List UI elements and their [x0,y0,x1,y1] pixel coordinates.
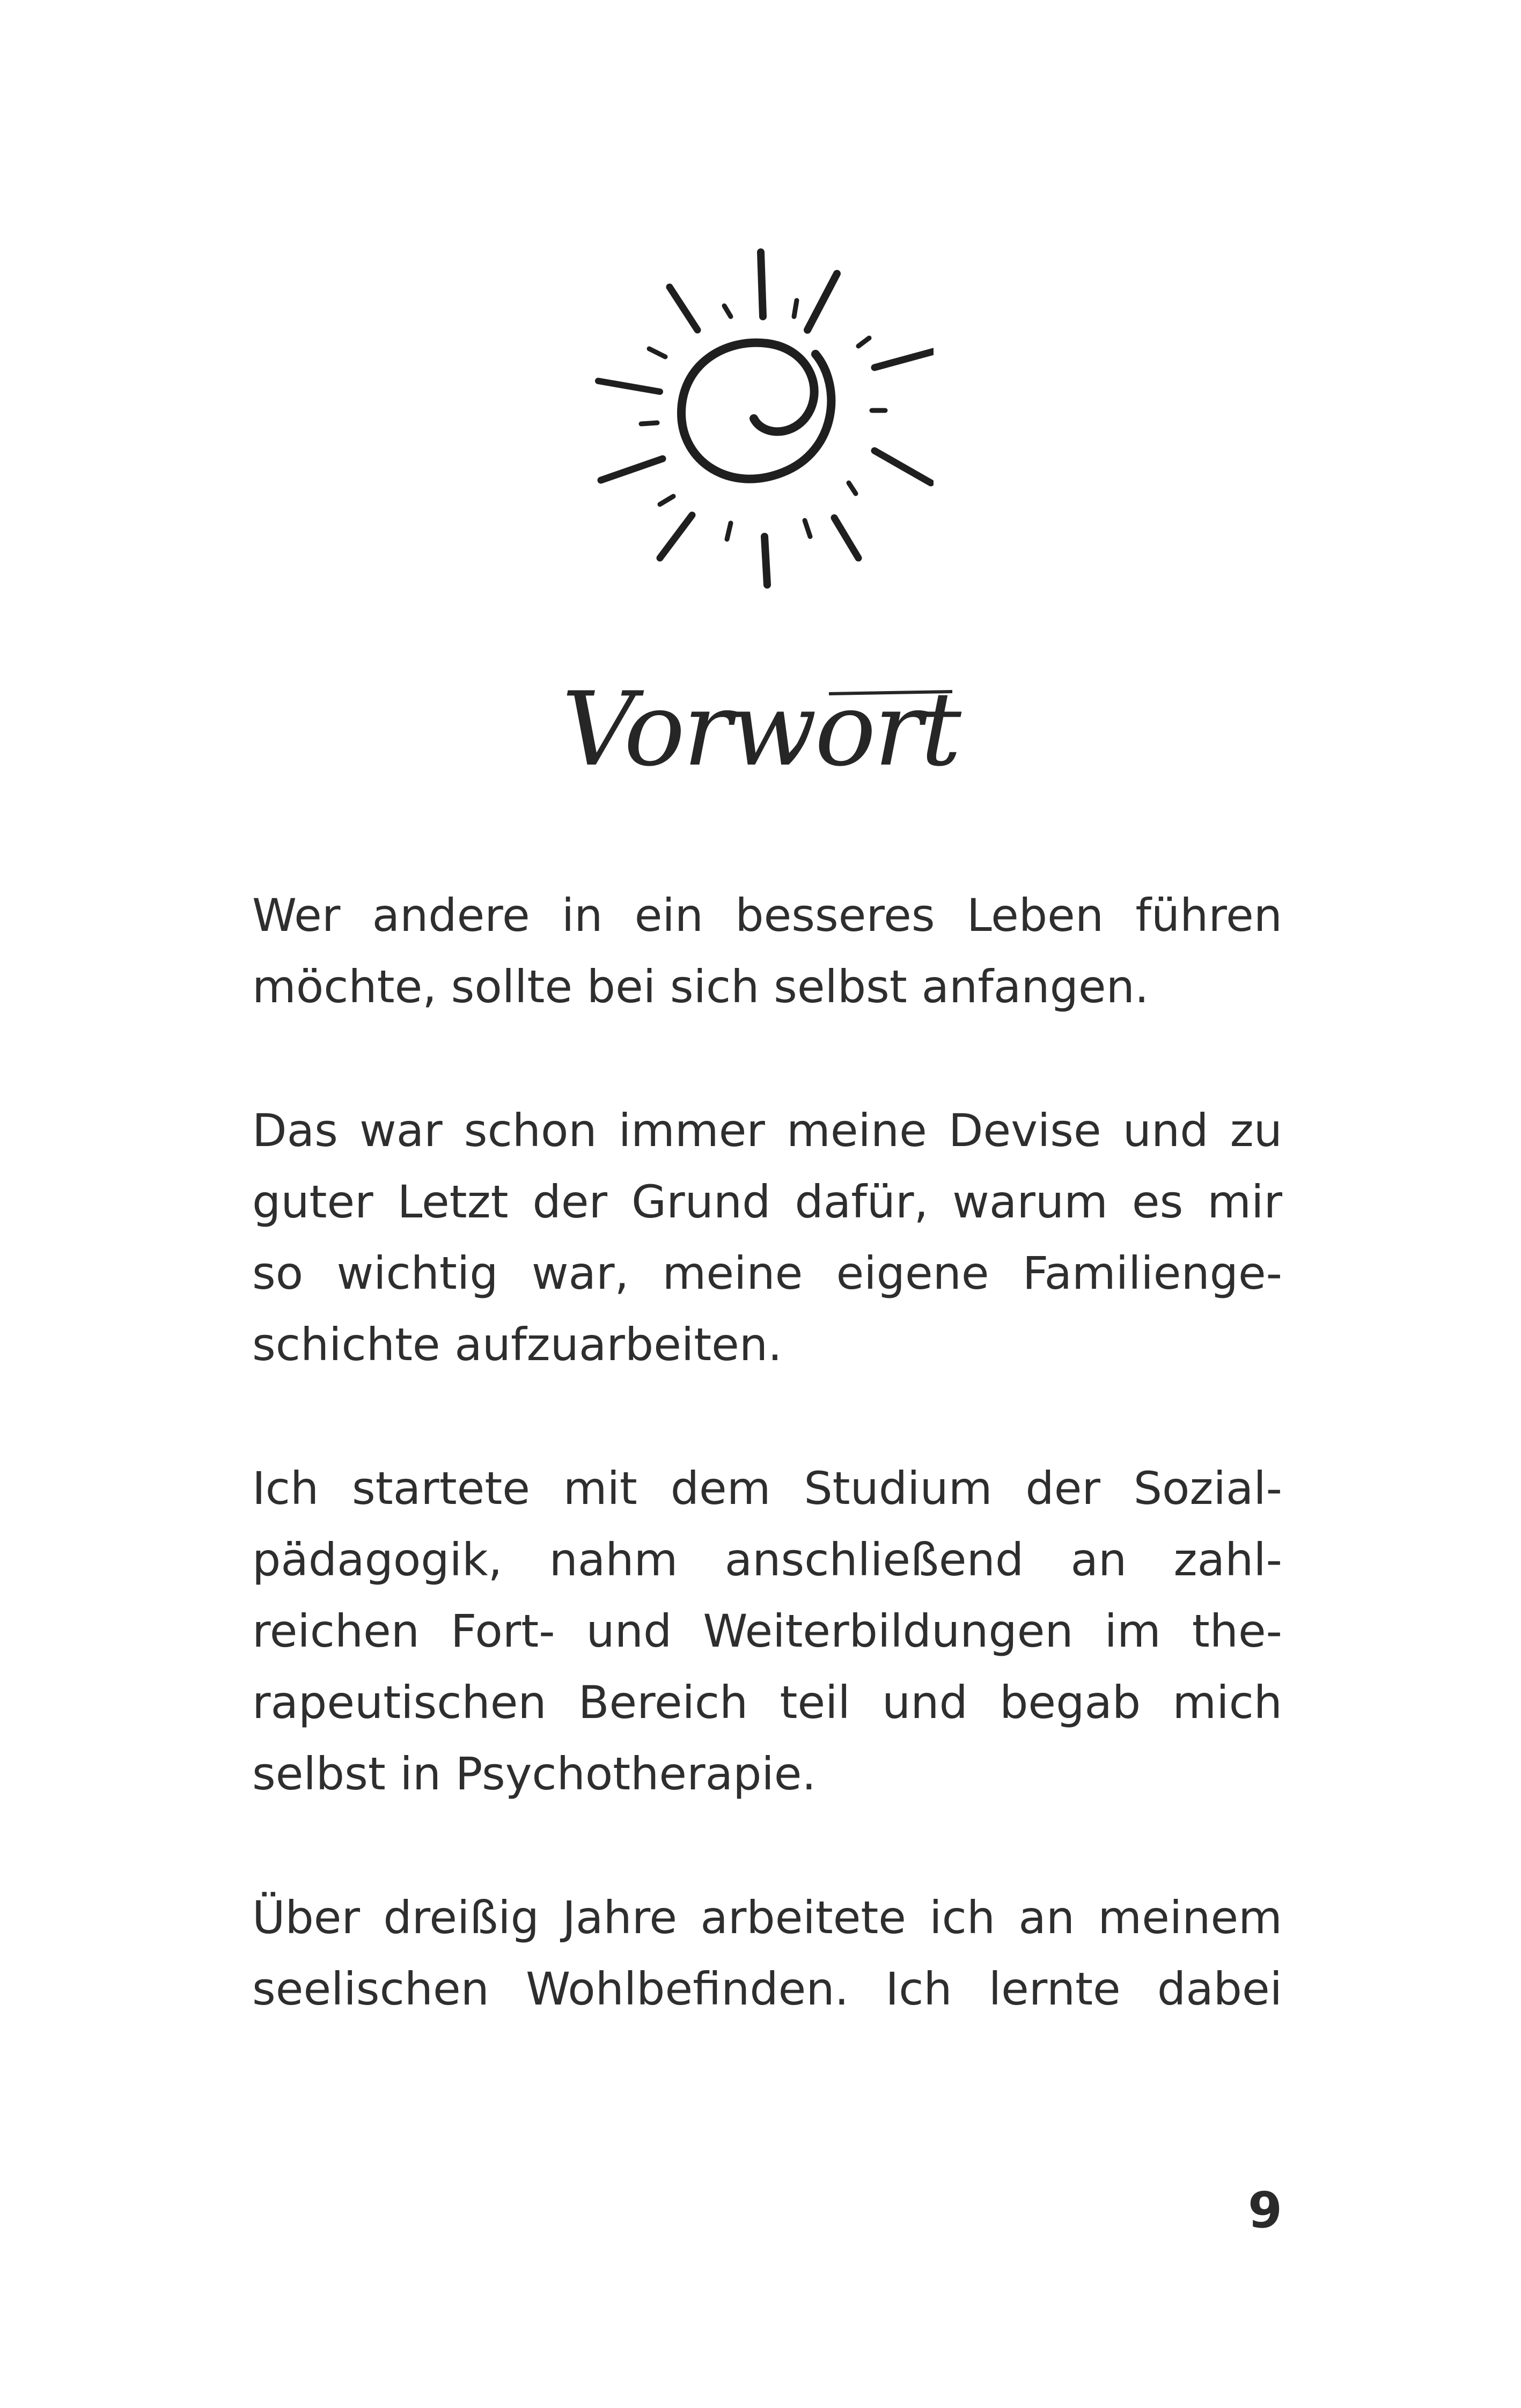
paragraph [252,880,1282,1023]
text-line: rapeutischen Bereich teil und begab mich [252,1676,1282,1729]
text-line: Wer andere in ein besseres Leben führen [252,889,1282,942]
title-flourish [829,689,952,696]
text-line: Über dreißig Jahre arbeitete ich an meinem [252,1891,1282,1944]
paragraph [252,1453,1282,1810]
text-line: so wichtig war, meine eigene Familienge- [252,1247,1282,1300]
text-line: möchte, sollte bei sich selbst anfangen. [252,960,1149,1013]
paragraph [252,1095,1282,1381]
text-line: Das war schon immer meine Devise und zu [252,1104,1282,1157]
text-line: selbst in Psychotherapie. [252,1748,817,1800]
text-line: seelischen Wohlbefinden. Ich lernte dabei [252,1963,1282,2015]
text-line: Ich startete mit dem Studium der Sozial- [252,1462,1282,1515]
text-line: schichte aufzuarbeiten. [252,1318,782,1371]
body-text [252,880,1282,2097]
paragraph [252,1882,1282,2025]
page-number: 9 [1247,2182,1282,2239]
text-line: reichen Fort- und Weiterbildungen im the- [252,1605,1282,1657]
text-line: pädagogik, nahm anschließend an zahl- [252,1533,1282,1586]
sun-icon [590,236,934,601]
text-line: guter Letzt der Grund dafür, warum es mir [252,1176,1282,1228]
page-title: Vorwort [561,670,960,789]
